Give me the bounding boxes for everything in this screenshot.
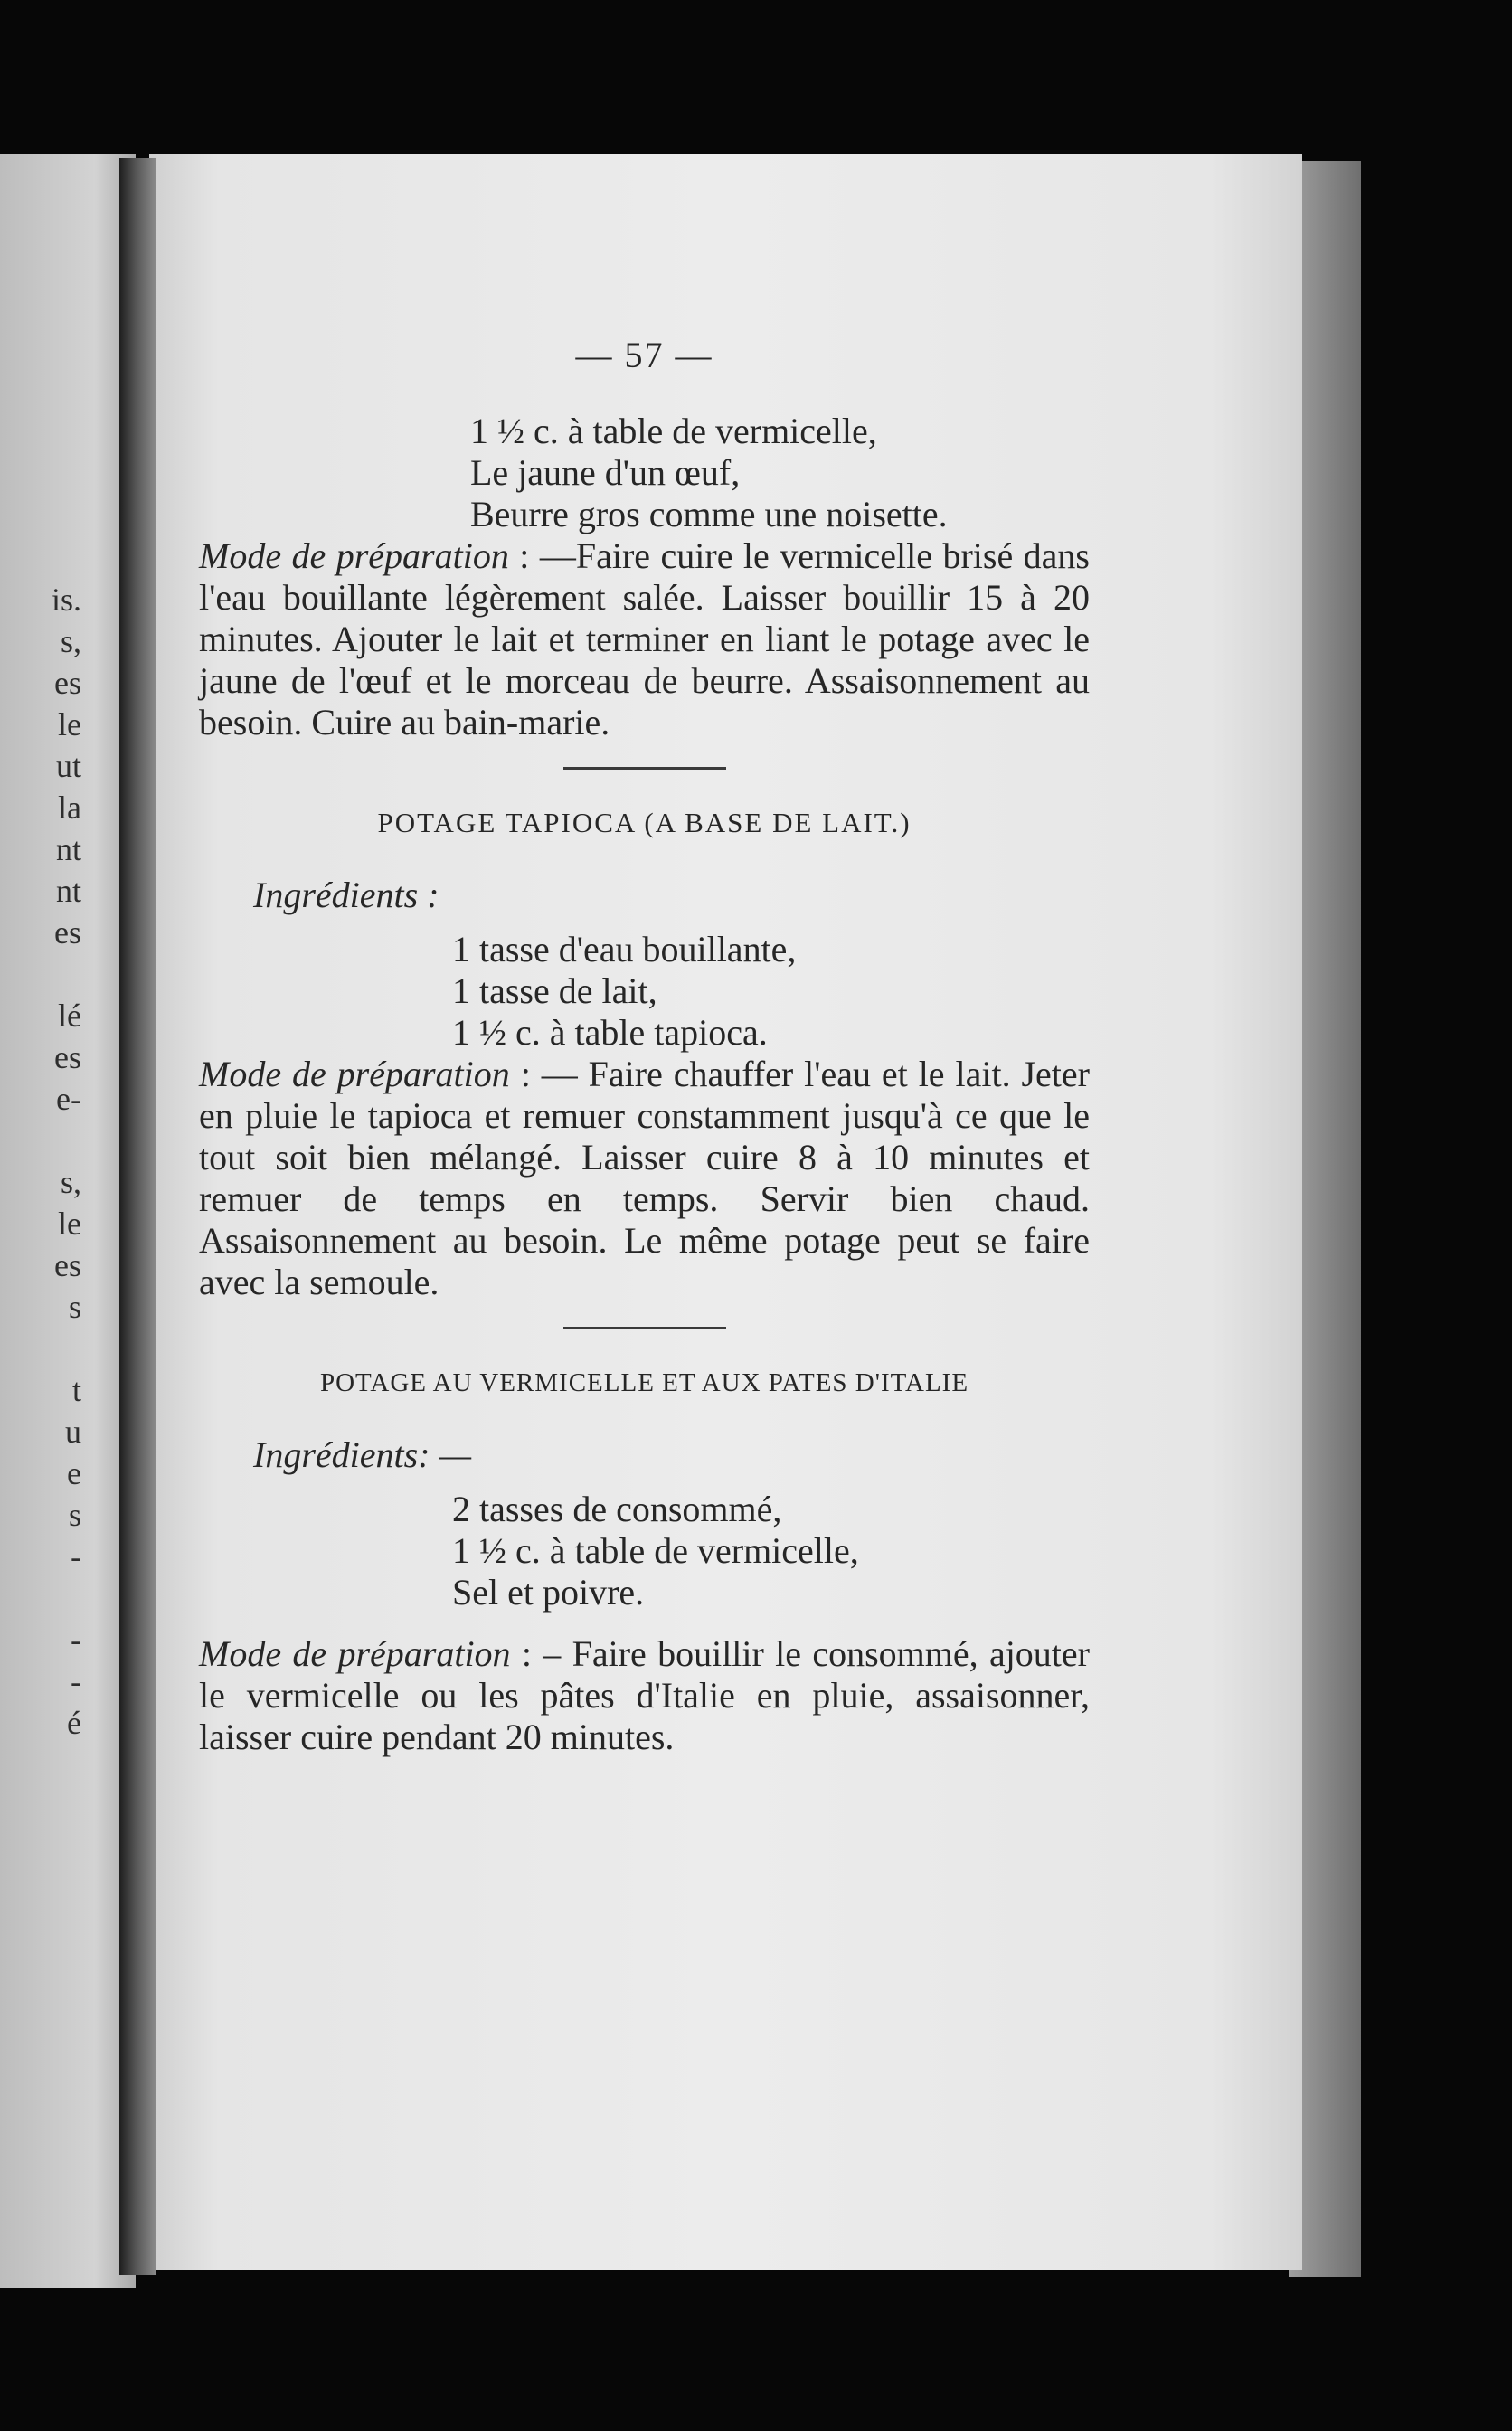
intro-ingredient-list [470, 411, 1090, 535]
vermicelle-method-paragraph [199, 1633, 1090, 1758]
left-fragment: le [58, 1206, 81, 1242]
page-number: — 57 — [575, 335, 713, 375]
left-fragment: es [54, 1247, 81, 1283]
ingredient-line: 1 ½ c. à table de vermicelle, [470, 411, 877, 451]
left-fragment: es [54, 914, 81, 951]
left-fragment: nt [55, 831, 81, 867]
left-fragment: es [54, 1039, 81, 1075]
vermicelle-ingredient-list [452, 1489, 1090, 1613]
section-title-tapioca: POTAGE TAPIOCA (A BASE DE LAIT.) [377, 807, 912, 838]
left-fragment: - [71, 1538, 81, 1575]
ingredient-line: 2 tasses de consommé, [452, 1489, 782, 1529]
left-page [0, 154, 136, 2288]
left-fragment: s [68, 1497, 81, 1533]
ingredient-line: Le jaune d'un œuf, [470, 452, 741, 493]
method-text: : — Faire chauffer l'eau et le lait. Jeter en pluie le tapioca et remuer constamment jusqu'à ce que le tout soit bien mélangé. Laisser cuire 8 à 10 minutes et remuer de temps en temps. Servir bien chaud. Assaisonnement au besoin. Le même potage peut se faire avec la semoule. [199, 1054, 1090, 1302]
ingredient-line: 1 ½ c. à table tapioca. [452, 1012, 768, 1053]
left-fragment: le [58, 706, 81, 743]
intro-method-paragraph [199, 535, 1090, 743]
section-divider [563, 767, 726, 770]
left-fragment [0, 953, 81, 995]
left-fragment: is. [51, 582, 81, 618]
left-fragment [0, 1328, 81, 1369]
left-fragment: e- [56, 1081, 81, 1117]
section-title-vermicelle: POTAGE AU VERMICELLE ET AUX PATES D'ITALIE [319, 1368, 969, 1397]
left-fragment: - [71, 1622, 81, 1658]
page-content [199, 335, 1090, 1758]
left-fragment: t [71, 1372, 81, 1408]
method-text: : —Faire cuire le vermicelle brisé dans l'eau bouillante légèrement salée. Laisser bouillir 15 à 20 minutes. Ajouter le lait et terminer en liant le potage avec le jaune de l'œuf et le morceau de beurre. Assaisonnement au besoin. Cuire au bain-marie. [199, 535, 1090, 743]
method-label: Mode de préparation [199, 535, 509, 576]
section-divider [563, 1327, 726, 1329]
left-page-text-fragments [0, 579, 81, 1744]
ingredients-label: Ingrédients : [253, 875, 439, 915]
left-fragment: e [67, 1455, 81, 1491]
left-fragment: - [71, 1663, 81, 1699]
book-gutter [119, 158, 156, 2275]
ingredient-line: 1 tasse de lait, [452, 970, 657, 1011]
ingredient-line: Beurre gros comme une noisette. [470, 494, 948, 534]
ingredient-line: 1 tasse d'eau bouillante, [452, 929, 797, 970]
left-fragment: é [67, 1705, 81, 1741]
left-fragment: s [68, 1289, 81, 1325]
left-fragment: lé [58, 998, 81, 1034]
ingredient-line: Sel et poivre. [452, 1572, 645, 1613]
method-label: Mode de préparation [199, 1633, 511, 1674]
left-fragment: nt [55, 873, 81, 909]
method-text: : – Faire bouillir le consommé, ajouter le vermicelle ou les pâtes d'Italie en pluie, assaisonner, laisser cuire pendant 20 minutes. [199, 1633, 1090, 1757]
left-fragment: s, [60, 1164, 81, 1200]
ingredients-label: Ingrédients: — [253, 1434, 472, 1475]
left-fragment: la [58, 790, 81, 826]
left-fragment: es [54, 665, 81, 701]
method-label: Mode de préparation [199, 1054, 510, 1094]
left-fragment [0, 1120, 81, 1161]
left-fragment: ut [55, 748, 81, 784]
left-fragment: u [65, 1414, 81, 1450]
tapioca-ingredient-list [452, 929, 1090, 1054]
left-fragment [0, 1577, 81, 1619]
tapioca-method-paragraph [199, 1054, 1090, 1303]
left-fragment: s, [60, 623, 81, 659]
ingredient-line: 1 ½ c. à table de vermicelle, [452, 1530, 859, 1571]
